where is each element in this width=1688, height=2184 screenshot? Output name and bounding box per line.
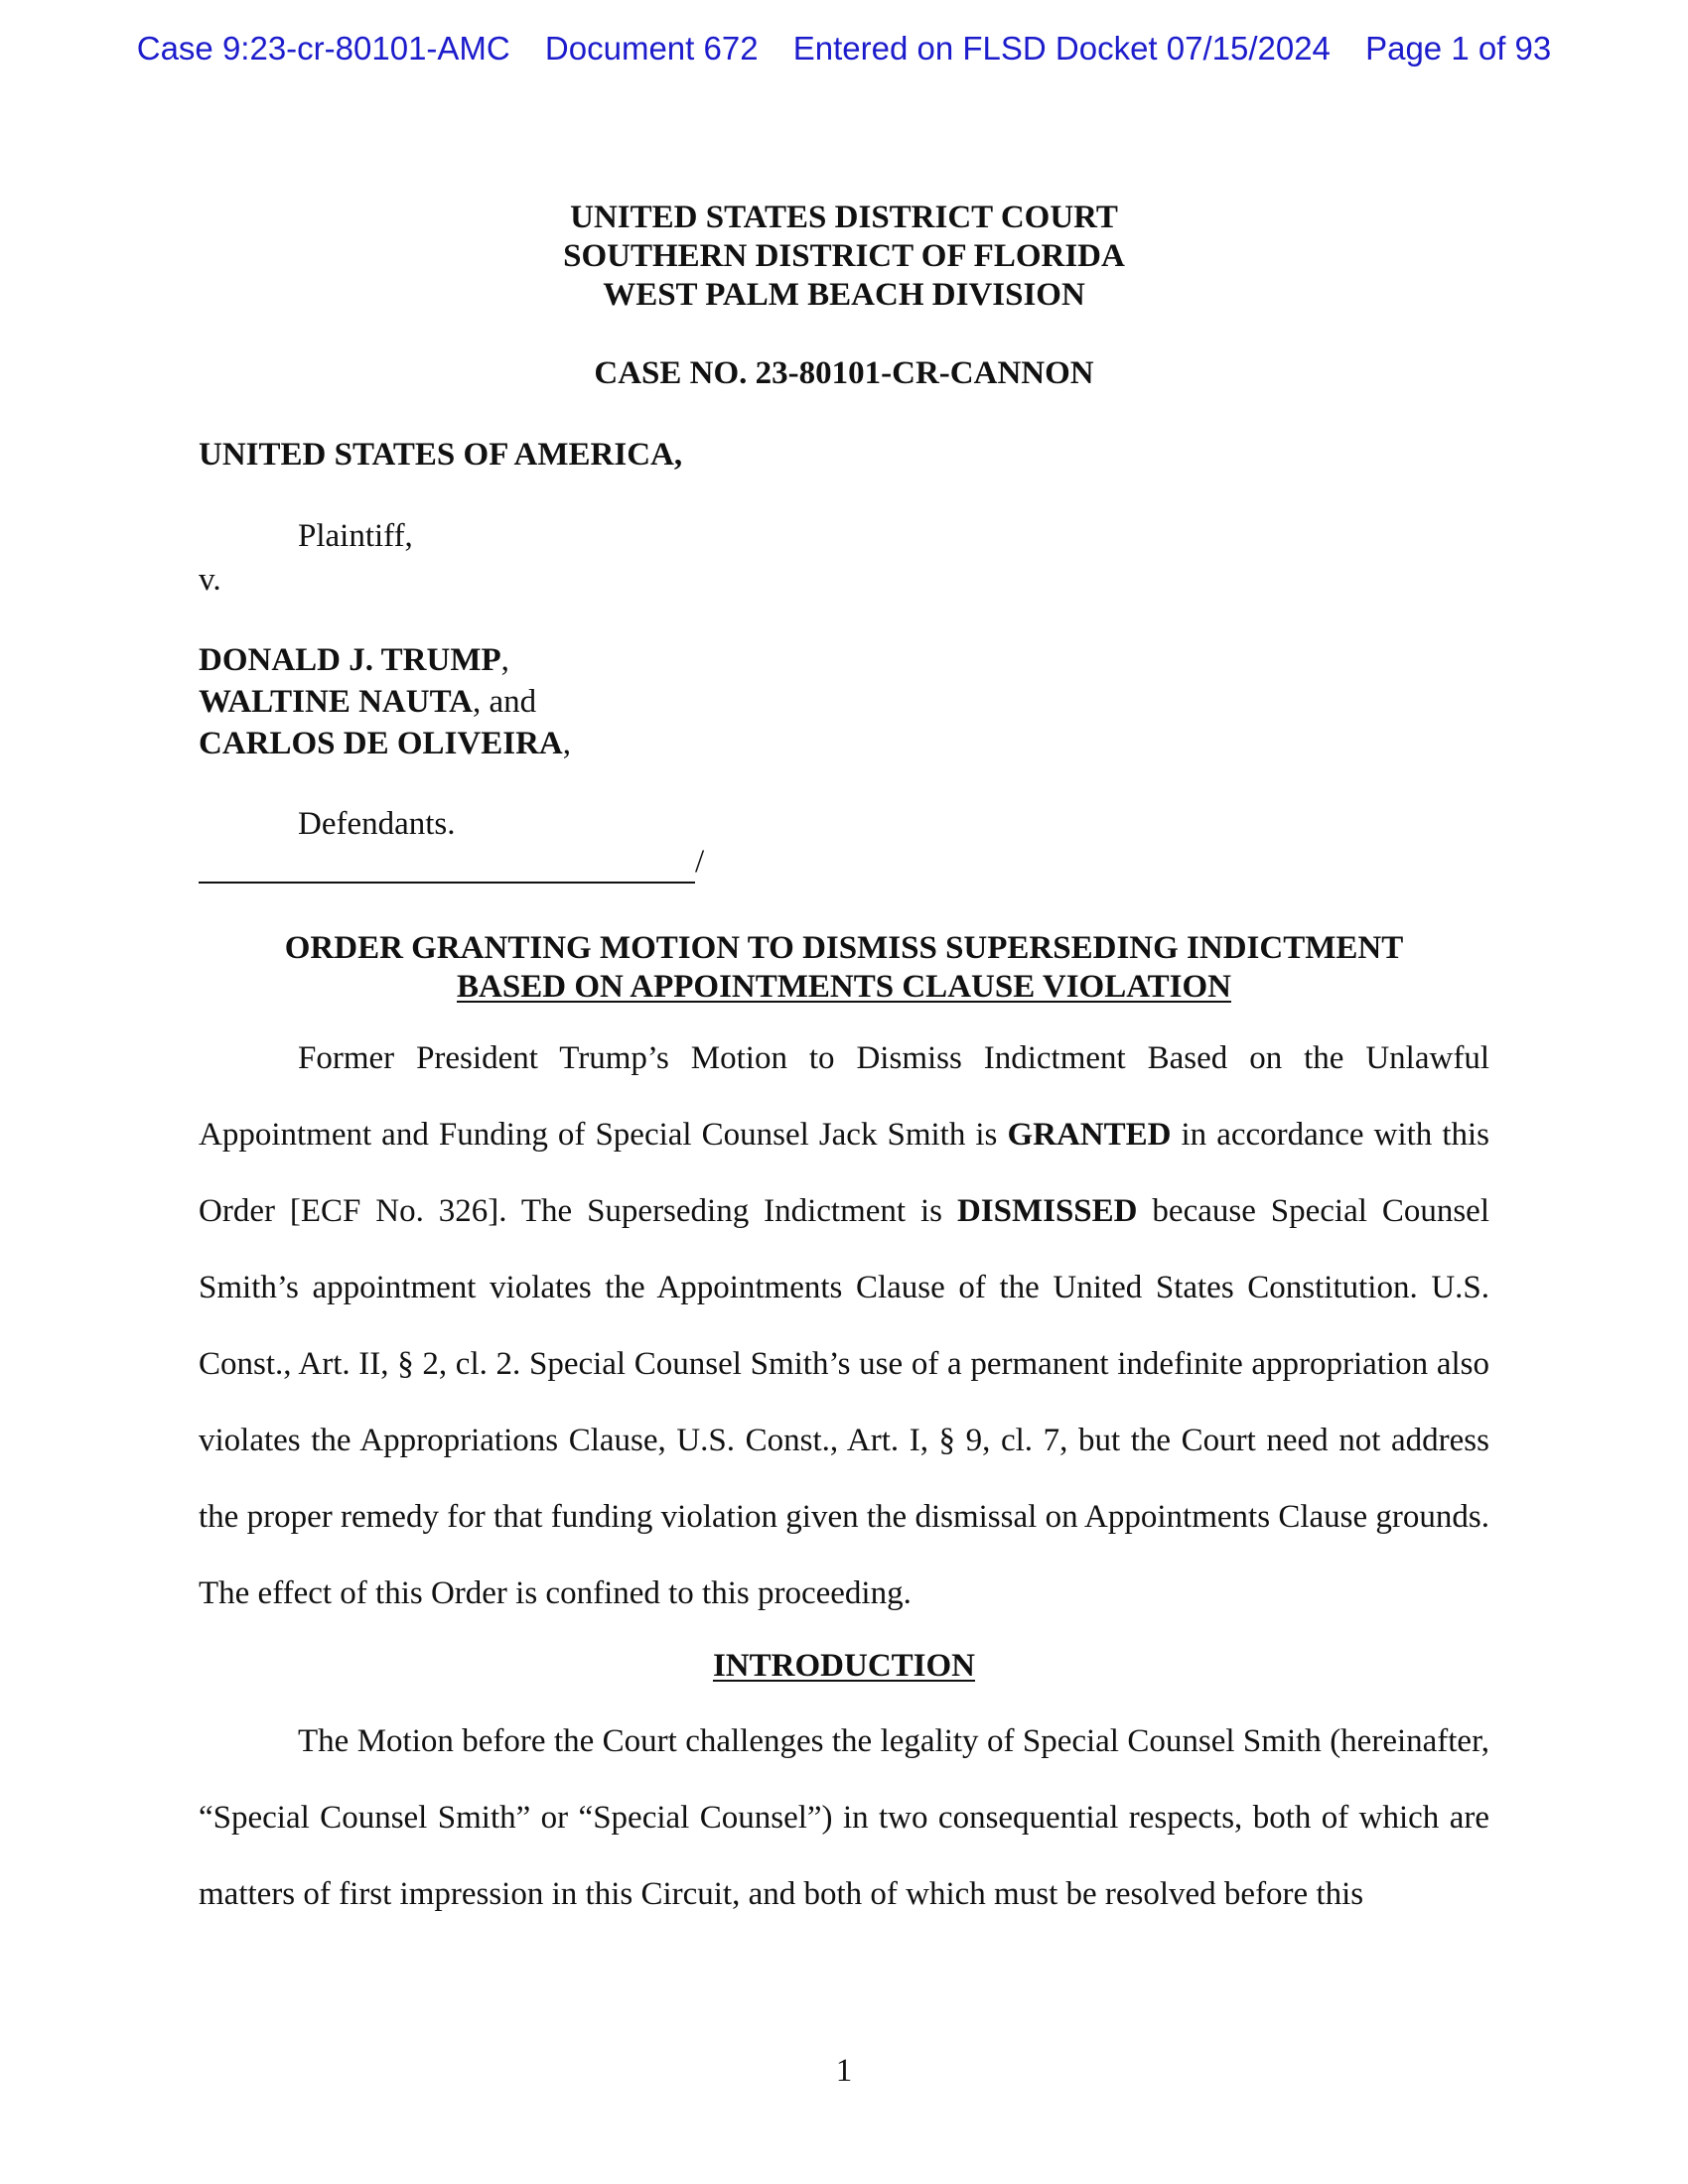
defendant-line-1: [199, 639, 571, 681]
docket-entered: Entered on FLSD Docket 07/15/2024: [792, 30, 1331, 67]
order-title-line-2: [0, 968, 1688, 1007]
paragraph-ruling-part-1: Former President Trump’s Motion to Dismiss Indictment Based on the Unlawful Appointment and Funding of Special Counsel Jack Smith is: [199, 1040, 1489, 1153]
defendant-suffix-3: ,: [562, 726, 571, 761]
plaintiff-name-line: [199, 437, 682, 474]
plaintiff-comma: ,: [673, 437, 683, 473]
caption-rule: [199, 882, 695, 884]
docket-page: Page 1 of 93: [1365, 30, 1552, 67]
order-title-line-1: ORDER GRANTING MOTION TO DISMISS SUPERSEDING INDICTMENT: [284, 930, 1404, 966]
court-district: SOUTHERN DISTRICT OF FLORIDA: [563, 238, 1125, 274]
defendant-name-3: CARLOS DE OLIVEIRA: [199, 726, 563, 761]
defendant-line-3: [199, 723, 571, 764]
paragraph-ruling-part-3: because Special Counsel Smith’s appointment violates the Appointments Clause of the United States Constitution. U.S. Const., Art. II, § 2, cl. 2. Special Counsel Smith’s use of a permanent indefinite appropriation also violates the Appropriations Clause, U.S. Const., Art. I, § 9, cl. 7, but the Court need not address the proper remedy for that funding violation given the dismissal on Appointments Clause grounds. The effect of this Order is confined to this proceeding.: [199, 1193, 1489, 1611]
defendant-line-2: [199, 681, 571, 723]
court-header: [0, 199, 1688, 315]
versus: v.: [199, 562, 221, 598]
section-heading-text: INTRODUCTION: [712, 1648, 976, 1684]
defendant-name-1: DONALD J. TRUMP: [199, 642, 501, 678]
granted-text: GRANTED: [1007, 1117, 1172, 1153]
paragraph-ruling-part-2: in accordance with this Order [ECF No. 326]. The Superseding Indictment is: [199, 1117, 1489, 1229]
court-division: WEST PALM BEACH DIVISION: [603, 277, 1085, 313]
plaintiff-name: UNITED STATES OF AMERICA: [199, 437, 674, 473]
paragraph-introduction: The Motion before the Court challenges the legality of Special Counsel Smith (hereinafter, “Special Counsel Smith” or “Special Counsel”) in two consequential respects, both of which are matters of first impression in this Circuit, and both of which must be resolved before this: [199, 1723, 1489, 1912]
defendant-name-2: WALTINE NAUTA: [199, 684, 473, 720]
order-title: [0, 929, 1688, 1007]
dismissed-text: DISMISSED: [956, 1193, 1138, 1229]
caption-slash: /: [695, 844, 705, 880]
plaintiff-role: Plaintiff,: [298, 518, 413, 554]
section-heading: [0, 1648, 1688, 1685]
defendants-block: [199, 639, 571, 764]
page-number: 1: [835, 2053, 853, 2089]
docket-stamp: [0, 30, 1688, 68]
docket-case: Case 9:23-cr-80101-AMC: [136, 30, 510, 67]
defendant-suffix-2: , and: [473, 684, 537, 720]
defendant-suffix-1: ,: [500, 642, 509, 678]
paragraph-ruling: [199, 1021, 1489, 1632]
court-name: UNITED STATES DISTRICT COURT: [570, 200, 1118, 235]
docket-document: Document 672: [544, 30, 759, 67]
order-title-line-2-text: BASED ON APPOINTMENTS CLAUSE VIOLATION: [457, 969, 1231, 1005]
defendant-role: Defendants.: [298, 806, 456, 842]
case-number: CASE NO. 23-80101-CR-CANNON: [594, 355, 1094, 391]
